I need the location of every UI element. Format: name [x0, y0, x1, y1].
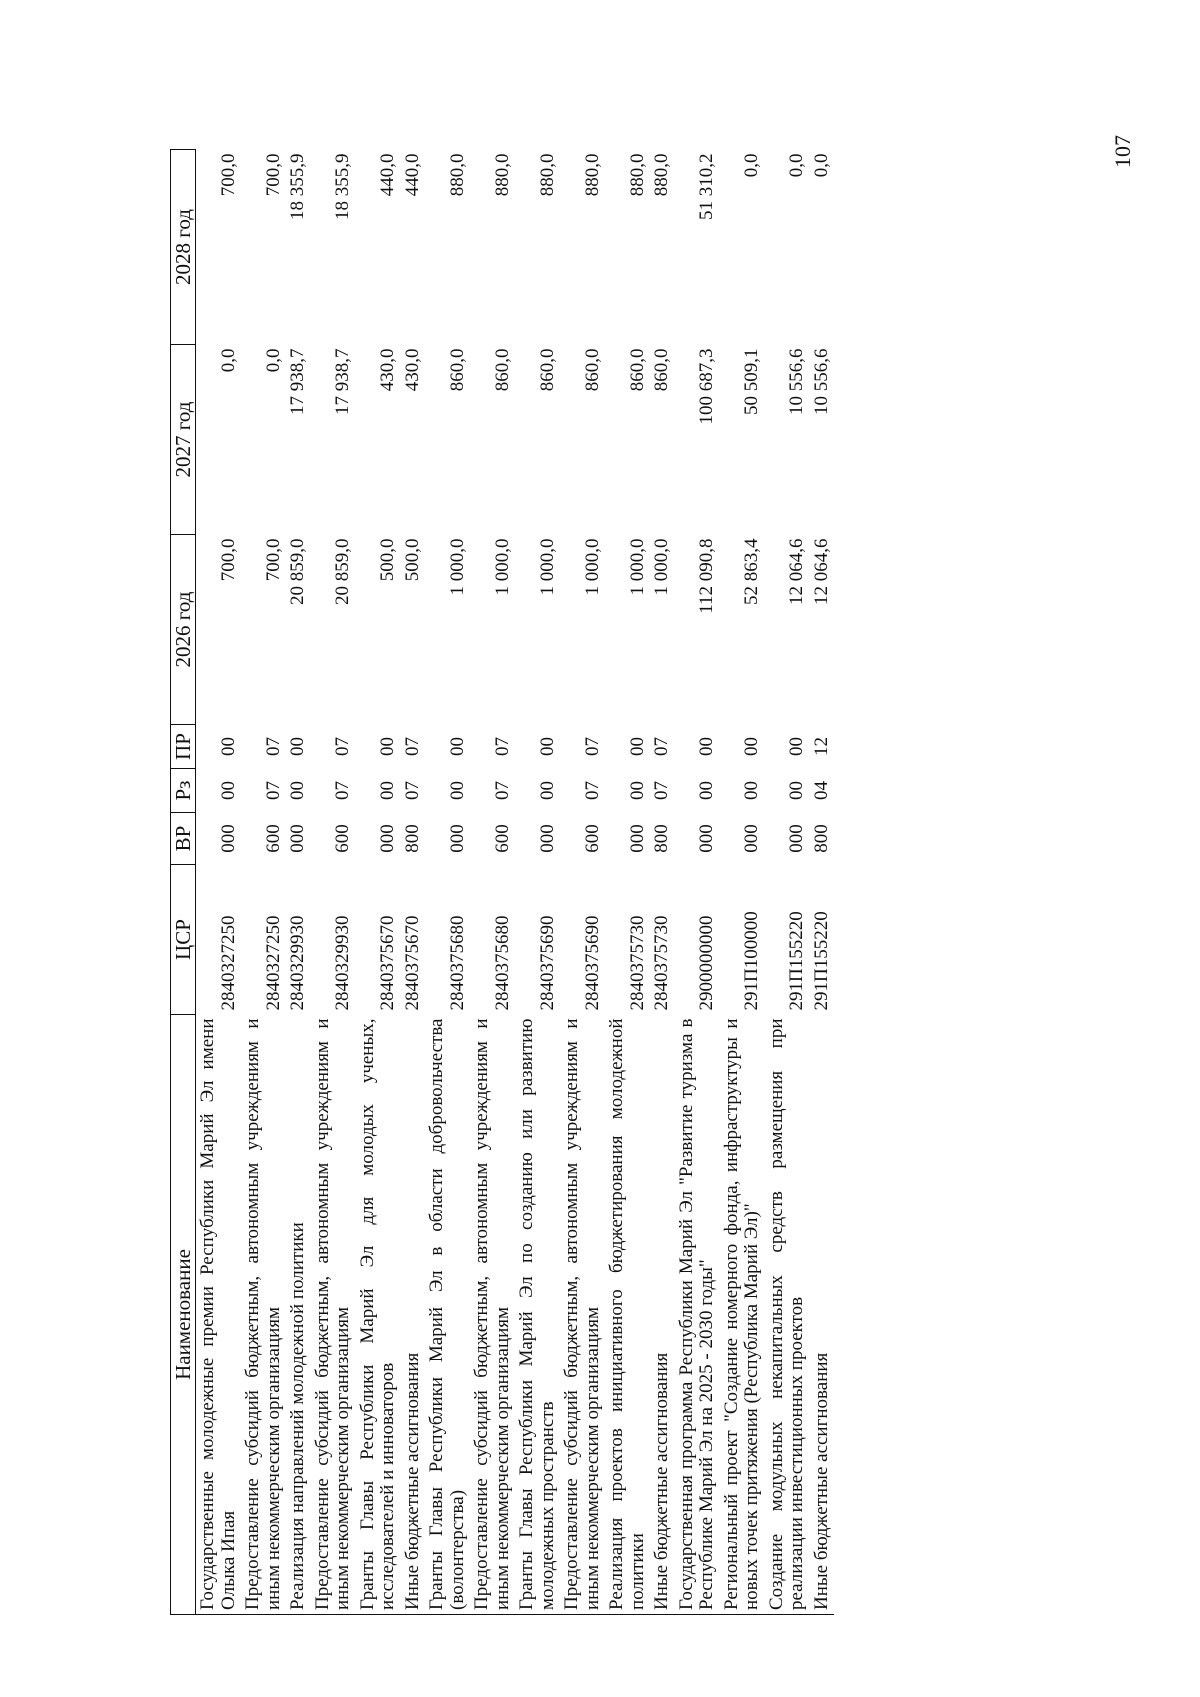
row-2026: 1 000,0	[581, 538, 603, 596]
row-2027: 17 938,7	[287, 348, 309, 415]
row-name: Предоставление субсидий бюджетным, автономным учреждениям и иным некоммерческим организациям	[311, 1015, 356, 1615]
row-pr: 00	[377, 737, 399, 756]
row-pr: 00	[626, 737, 648, 756]
row-csr: 291П100000	[741, 911, 763, 1011]
row-2028: 880,0	[626, 153, 648, 197]
row-2027: 10 556,6	[786, 348, 808, 415]
row-pr: 00	[786, 737, 808, 756]
row-2027: 860,0	[446, 348, 468, 392]
row-vr: 000	[217, 824, 239, 853]
row-2026: 700,0	[262, 538, 284, 582]
row-csr: 2840375680	[446, 915, 468, 1011]
table-row	[356, 150, 401, 1615]
row-2026: 20 859,0	[287, 538, 309, 605]
row-2028: 880,0	[581, 153, 603, 197]
row-2027: 430,0	[401, 348, 423, 392]
row-vr: 600	[581, 824, 603, 853]
row-csr: 2900000000	[696, 915, 718, 1011]
row-2028: 880,0	[446, 153, 468, 197]
row-rz: 00	[696, 781, 718, 800]
row-2028: 51 310,2	[696, 153, 718, 220]
row-2028: 0,0	[786, 153, 808, 178]
row-vr: 600	[262, 824, 284, 853]
table-row	[720, 150, 765, 1615]
row-rz: 07	[401, 781, 423, 800]
row-name: Гранты Главы Республики Марий Эл по созданию или развитию молодежных пространств	[515, 1015, 560, 1615]
table-row	[241, 150, 286, 1615]
row-vr: 600	[332, 824, 354, 853]
row-2026: 1 000,0	[446, 538, 468, 596]
row-rz: 00	[741, 781, 763, 800]
table-row	[765, 150, 810, 1615]
row-vr: 000	[626, 824, 648, 853]
header-pr: ПР	[171, 725, 196, 769]
row-csr: 2840375680	[491, 915, 513, 1011]
table-row	[311, 150, 356, 1615]
row-2027: 10 556,6	[810, 348, 832, 415]
row-2026: 500,0	[401, 538, 423, 582]
row-2027: 50 509,1	[741, 348, 763, 415]
row-csr: 2840375670	[401, 915, 423, 1011]
row-2028: 440,0	[401, 153, 423, 197]
row-2028: 18 355,9	[287, 153, 309, 220]
row-2028: 0,0	[741, 153, 763, 178]
row-rz: 00	[626, 781, 648, 800]
header-2027: 2027 год	[171, 345, 196, 535]
row-pr: 00	[287, 737, 309, 756]
row-rz: 00	[786, 781, 808, 800]
row-2026: 1 000,0	[491, 538, 513, 596]
row-2026: 700,0	[217, 538, 239, 582]
row-2026: 112 090,8	[696, 538, 718, 614]
row-name: Создание модульных некапитальных средств размещения при реализации инвестиционных проектов	[765, 1015, 810, 1615]
row-csr: 2840375690	[581, 915, 603, 1011]
row-vr: 000	[446, 824, 468, 853]
row-2027: 430,0	[377, 348, 399, 392]
row-2028: 880,0	[651, 153, 673, 197]
row-csr: 2840375690	[536, 915, 558, 1011]
row-name: Предоставление субсидий бюджетным, автономным учреждениям и иным некоммерческим организациям	[560, 1015, 605, 1615]
header-2028: 2028 год	[171, 150, 196, 345]
budget-table	[170, 149, 834, 1615]
row-csr: 291П155220	[810, 911, 832, 1011]
row-name: Предоставление субсидий бюджетным, автономным учреждениям и иным некоммерческим организациям	[241, 1015, 286, 1615]
row-2028: 880,0	[491, 153, 513, 197]
table-row	[560, 150, 605, 1615]
table-header-row	[171, 150, 196, 1615]
row-csr: 2840375730	[626, 915, 648, 1011]
page-number: 107	[1110, 135, 1135, 168]
row-2027: 0,0	[262, 348, 284, 373]
row-2027: 860,0	[626, 348, 648, 392]
row-2026: 12 064,6	[810, 538, 832, 605]
row-2027: 17 938,7	[332, 348, 354, 415]
row-name: Иные бюджетные ассигнования	[650, 1015, 675, 1615]
row-rz: 00	[217, 781, 239, 800]
row-2027: 100 687,3	[696, 348, 718, 425]
row-name: Региональный проект "Создание номерного фонда, инфраструктуры и новых точек притяжения (Республика Марий Эл)"	[720, 1015, 765, 1615]
row-rz: 00	[446, 781, 468, 800]
row-csr: 291П155220	[786, 911, 808, 1011]
row-pr: 00	[741, 737, 763, 756]
table-row	[675, 150, 720, 1615]
row-2027: 860,0	[581, 348, 603, 392]
row-2027: 0,0	[217, 348, 239, 373]
row-2027: 860,0	[536, 348, 558, 392]
row-pr: 07	[332, 737, 354, 756]
row-vr: 000	[287, 824, 309, 853]
row-2028: 18 355,9	[332, 153, 354, 220]
row-vr: 000	[536, 824, 558, 853]
row-rz: 07	[651, 781, 673, 800]
row-rz: 00	[377, 781, 399, 800]
row-name: Иные бюджетные ассигнования	[810, 1015, 835, 1615]
row-rz: 07	[581, 781, 603, 800]
row-name: Иные бюджетные ассигнования	[401, 1015, 426, 1615]
row-2026: 1 000,0	[536, 538, 558, 596]
budget-table-container	[170, 150, 834, 1615]
row-2028: 700,0	[217, 153, 239, 197]
row-name: Гранты Главы Республики Марий Эл в области добровольчества (волонтерства)	[425, 1015, 470, 1615]
row-vr: 000	[696, 824, 718, 853]
header-2026: 2026 год	[171, 535, 196, 725]
row-pr: 07	[651, 737, 673, 756]
table-row	[810, 150, 835, 1615]
row-2027: 860,0	[651, 348, 673, 392]
row-2028: 440,0	[377, 153, 399, 197]
row-pr: 00	[696, 737, 718, 756]
table-row	[470, 150, 515, 1615]
row-name: Реализация проектов инициативного бюджетирования молодежной политики	[605, 1015, 650, 1615]
row-rz: 07	[332, 781, 354, 800]
row-pr: 07	[262, 737, 284, 756]
table-row	[515, 150, 560, 1615]
row-vr: 000	[786, 824, 808, 853]
row-pr: 00	[217, 737, 239, 756]
header-rz: Рз	[171, 769, 196, 813]
row-name: Предоставление субсидий бюджетным, автономным учреждениям и иным некоммерческим организациям	[470, 1015, 515, 1615]
row-name: Гранты Главы Республики Марий Эл для молодых ученых, исследователей и инноваторов	[356, 1015, 401, 1615]
row-pr: 07	[401, 737, 423, 756]
row-vr: 000	[741, 824, 763, 853]
table-row	[605, 150, 650, 1615]
row-2028: 880,0	[536, 153, 558, 197]
row-vr: 800	[651, 824, 673, 853]
row-csr: 2840375730	[651, 915, 673, 1011]
row-csr: 2840327250	[217, 915, 239, 1011]
row-2026: 500,0	[377, 538, 399, 582]
row-rz: 00	[536, 781, 558, 800]
row-2027: 860,0	[491, 348, 513, 392]
row-name: Государственная программа Республики Марий Эл "Развитие туризма в Республике Марий Эл на 2025 - 2030 годы"	[675, 1015, 720, 1615]
table-row	[650, 150, 675, 1615]
row-rz: 00	[287, 781, 309, 800]
row-2026: 1 000,0	[651, 538, 673, 596]
row-pr: 00	[536, 737, 558, 756]
row-csr: 2840329930	[287, 915, 309, 1011]
row-vr: 600	[491, 824, 513, 853]
row-pr: 07	[491, 737, 513, 756]
row-vr: 800	[401, 824, 423, 853]
row-vr: 800	[810, 824, 832, 853]
row-csr: 2840375670	[377, 915, 399, 1011]
row-2026: 52 863,4	[741, 538, 763, 605]
row-2026: 12 064,6	[786, 538, 808, 605]
table-row	[401, 150, 426, 1615]
row-pr: 00	[446, 737, 468, 756]
row-name: Реализация направлений молодежной политики	[286, 1015, 311, 1615]
row-2028: 700,0	[262, 153, 284, 197]
row-csr: 2840329930	[332, 915, 354, 1011]
row-rz: 07	[262, 781, 284, 800]
row-2026: 1 000,0	[626, 538, 648, 596]
row-rz: 07	[491, 781, 513, 800]
table-row	[286, 150, 311, 1615]
row-pr: 12	[810, 737, 832, 756]
row-name: Государственные молодежные премии Республики Марий Эл имени Олыка Ипая	[196, 1015, 242, 1615]
row-2026: 20 859,0	[332, 538, 354, 605]
header-vr: ВР	[171, 813, 196, 865]
table-row	[425, 150, 470, 1615]
row-pr: 07	[581, 737, 603, 756]
table-row	[196, 150, 242, 1615]
header-name: Наименование	[171, 1015, 196, 1615]
row-csr: 2840327250	[262, 915, 284, 1011]
row-2028: 0,0	[810, 153, 832, 178]
row-rz: 04	[810, 781, 832, 800]
header-csr: ЦСР	[171, 865, 196, 1015]
row-vr: 000	[377, 824, 399, 853]
